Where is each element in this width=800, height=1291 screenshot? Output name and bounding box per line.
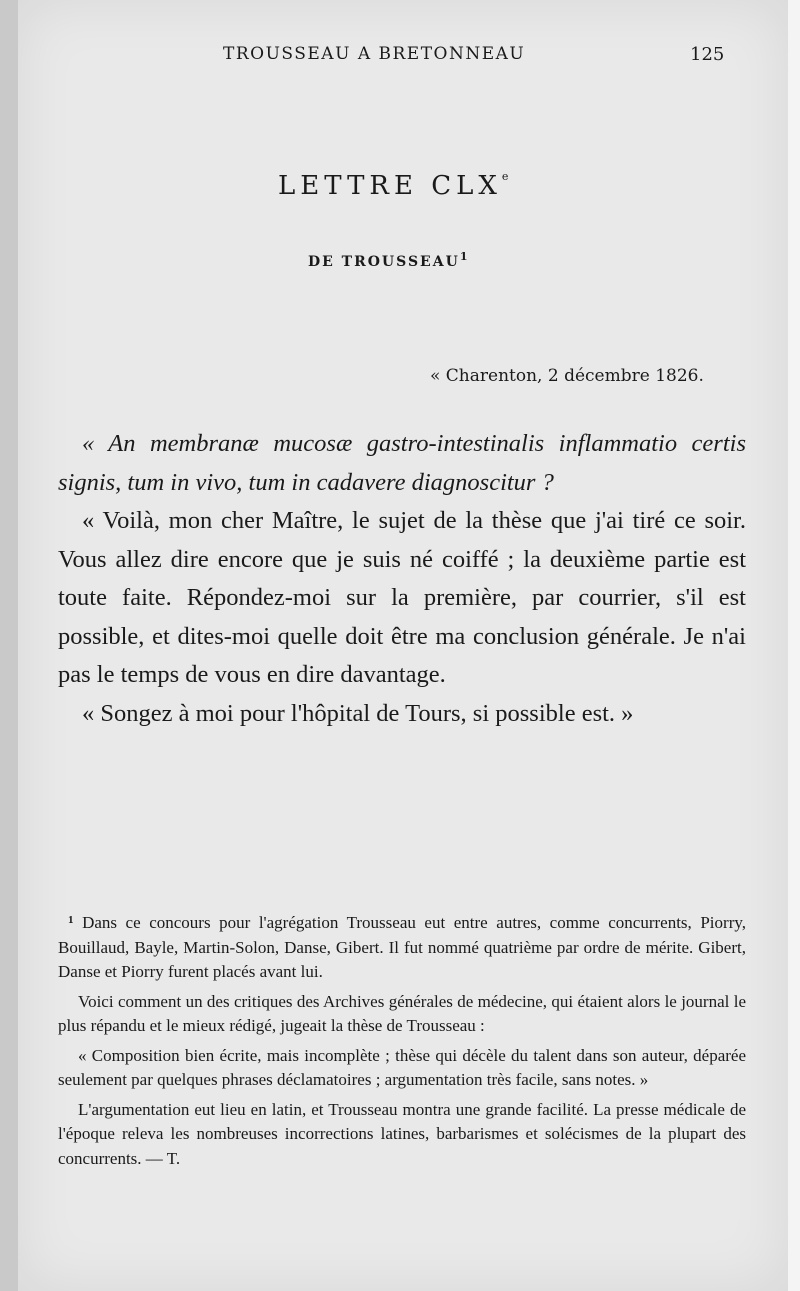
footnote-marker: 1 xyxy=(68,914,74,926)
dateline: « Charenton, 2 décembre 1826. xyxy=(430,366,704,386)
footnote-paragraph: Voici comment un des critiques des Archives générales de médecine, qui étaient alors le journal le plus répandu et le mieux rédigé, jugeait la thèse de Trousseau : xyxy=(58,991,746,1035)
book-page xyxy=(18,0,788,1291)
footnote-paragraph xyxy=(58,908,746,985)
letter-title xyxy=(278,170,508,201)
letter-author xyxy=(308,250,469,270)
body-paragraph: « Voilà, mon cher Maître, le sujet de la thèse que j'ai tiré ce soir. Vous allez dire encore que je suis né coiffé ; la deuxième partie est toute faite. Répondez-moi sur la première, par courrier, s'il est possible, et dites-moi quelle doit être ma conclusion générale. Je n'ai pas le temps de vous en dire davantage. xyxy=(58,507,746,688)
letter-title-text: LETTRE CLX xyxy=(278,171,502,201)
footnotes xyxy=(58,908,746,1176)
page-number: 125 xyxy=(690,44,725,65)
body-paragraph-latin: « An membranæ mucosæ gastro-intestinalis inflammatio certis signis, tum in vivo, tum in cadavere diagnoscitur ? xyxy=(58,430,746,496)
body-paragraph: « Songez à moi pour l'hôpital de Tours, si possible est. » xyxy=(82,699,634,727)
page-edge xyxy=(788,0,800,1291)
footnote-paragraph: L'argumentation eut lieu en latin, et Trousseau montra une grande facilité. La presse médicale de l'époque releva les nombreuses incorrections latines, barbarismes et solécismes de la plupart des concurrents. — T. xyxy=(58,1099,746,1168)
footnote-reference: 1 xyxy=(459,250,470,263)
footnote-text: Dans ce concours pour l'agrégation Trousseau eut entre autres, comme concurrents, Piorry, Bouillaud, Bayle, Martin-Solon, Danse, Gibert. Il fut nommé quatrième par ordre de mérite. Gibert, Danse et Piorry furent placés avant lui. xyxy=(58,913,747,981)
letter-title-superscript: e xyxy=(501,170,509,183)
footnote-paragraph: « Composition bien écrite, mais incomplète ; thèse qui décèle du talent dans son auteur, déparée seulement par quelques phrases déclamatoires ; argumentation très facile, sans notes. » xyxy=(58,1045,746,1089)
letter-body xyxy=(58,425,746,733)
letter-author-text: DE TROUSSEAU xyxy=(308,254,460,270)
running-title: TROUSSEAU A BRETONNEAU xyxy=(223,44,526,64)
